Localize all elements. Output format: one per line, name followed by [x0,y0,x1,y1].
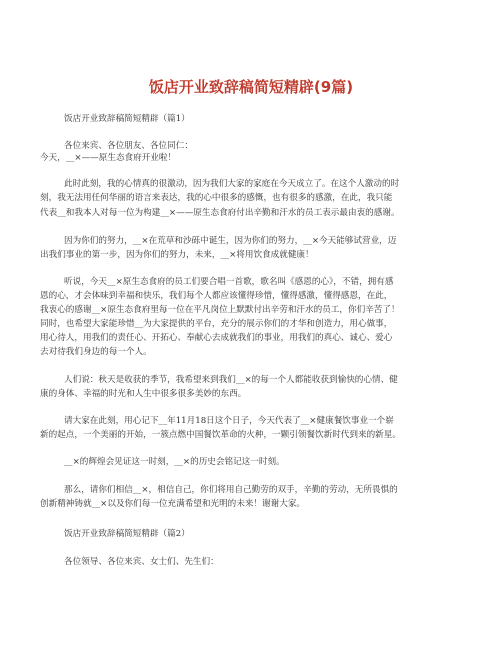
paragraph-line: 出我们事业的第一步，因为你们的努力，未来，__×将用饮食成就健康！ [40,250,314,260]
paragraph-line: 因为你们的努力，__×在荒草和沙砾中诞生，因为你们的努力，__×今天能够试营业，迈 [64,236,397,246]
paragraph-line: 新的起点，一个美丽的开始，一簇点燃中国餐饮革命的火种，一颗引领餐饮新时代到来的新星。 [40,430,401,440]
document-title: 饭店开业致辞稿简短精辟(9篇) [148,78,354,96]
paragraph-line: 创新精神铸就__×以及你们每一位充满希望和光明的未来！谢谢大家。 [40,499,306,509]
paragraph-line: 人们说：秋天是收获的季节，我希望来到我们__×的每一个人都能收获到愉快的心情、健 [64,375,398,385]
paragraph-line: 听说，今天__×原生态食府的员工们要合唱一首歌，歌名叫《感恩的心》，不错，拥有感 [64,277,394,287]
paragraph-line: 用心待人，用我们的责任心、开拓心、奉献心去成就我们的事业，用我们的真心、诚心、爱心 [40,333,393,343]
paragraph-line: 我衷心的感谢__×原生态食府里每一位在平凡岗位上默默付出辛劳和汗水的员工，你们辛苦了！ [40,305,400,315]
paragraph-line: 那么，请你们相信__×，相信自己，你们将用自己勤劳的双手，辛勤的劳动，无所畏惧的 [64,485,398,495]
paragraph-line: 去对待我们身边的每一个人。 [40,347,152,357]
paragraph-line: __×的辉煌会见证这一时刻，__×的历史会铭记这一时刻。 [64,457,285,467]
section-heading-2: 饭店开业致辞稿简短精辟（篇2） [64,529,190,539]
salutation: 各位领导、各位来宾、女士们、先生们： [64,557,219,567]
paragraph-line: 代表__和我本人对每一位为构建__×——原生态食府付出辛勤和汗水的员工表示最由衷的感谢。 [40,208,400,218]
paragraph-line: 今天，__×——原生态食府开业啦！ [40,153,177,163]
paragraph-line: 请大家在此刻，用心记下__年11月18日这个日子，今天代表了__×健康餐饮事业一个崭 [64,416,394,426]
paragraph-line: 刻，我无法用任何华丽的语言来表达，我的心中很多的感慨，也有很多的感激，在此，我只能 [40,193,393,203]
paragraph-line: 康的身体、幸福的时光和人生中很多很多美妙的东西。 [40,389,247,399]
paragraph-line: 同时，也希望大家能珍惜__为大家提供的平台，充分的展示你们的才华和创造力，用心做事， [40,319,393,329]
paragraph-line: 此时此刻，我的心情真的很激动，因为我们大家的家庭在今天成立了。在这个人激动的时 [64,179,400,189]
salutation: 各位来宾、各位朋友、各位同仁： [64,141,193,151]
paragraph-line: 恩的心，才会体味到幸福和快乐，我们每个人都应该懂得珍惜，懂得感激，懂得感恩，在此， [40,291,393,301]
section-heading-1: 饭店开业致辞稿简短精辟（篇1） [64,114,190,124]
